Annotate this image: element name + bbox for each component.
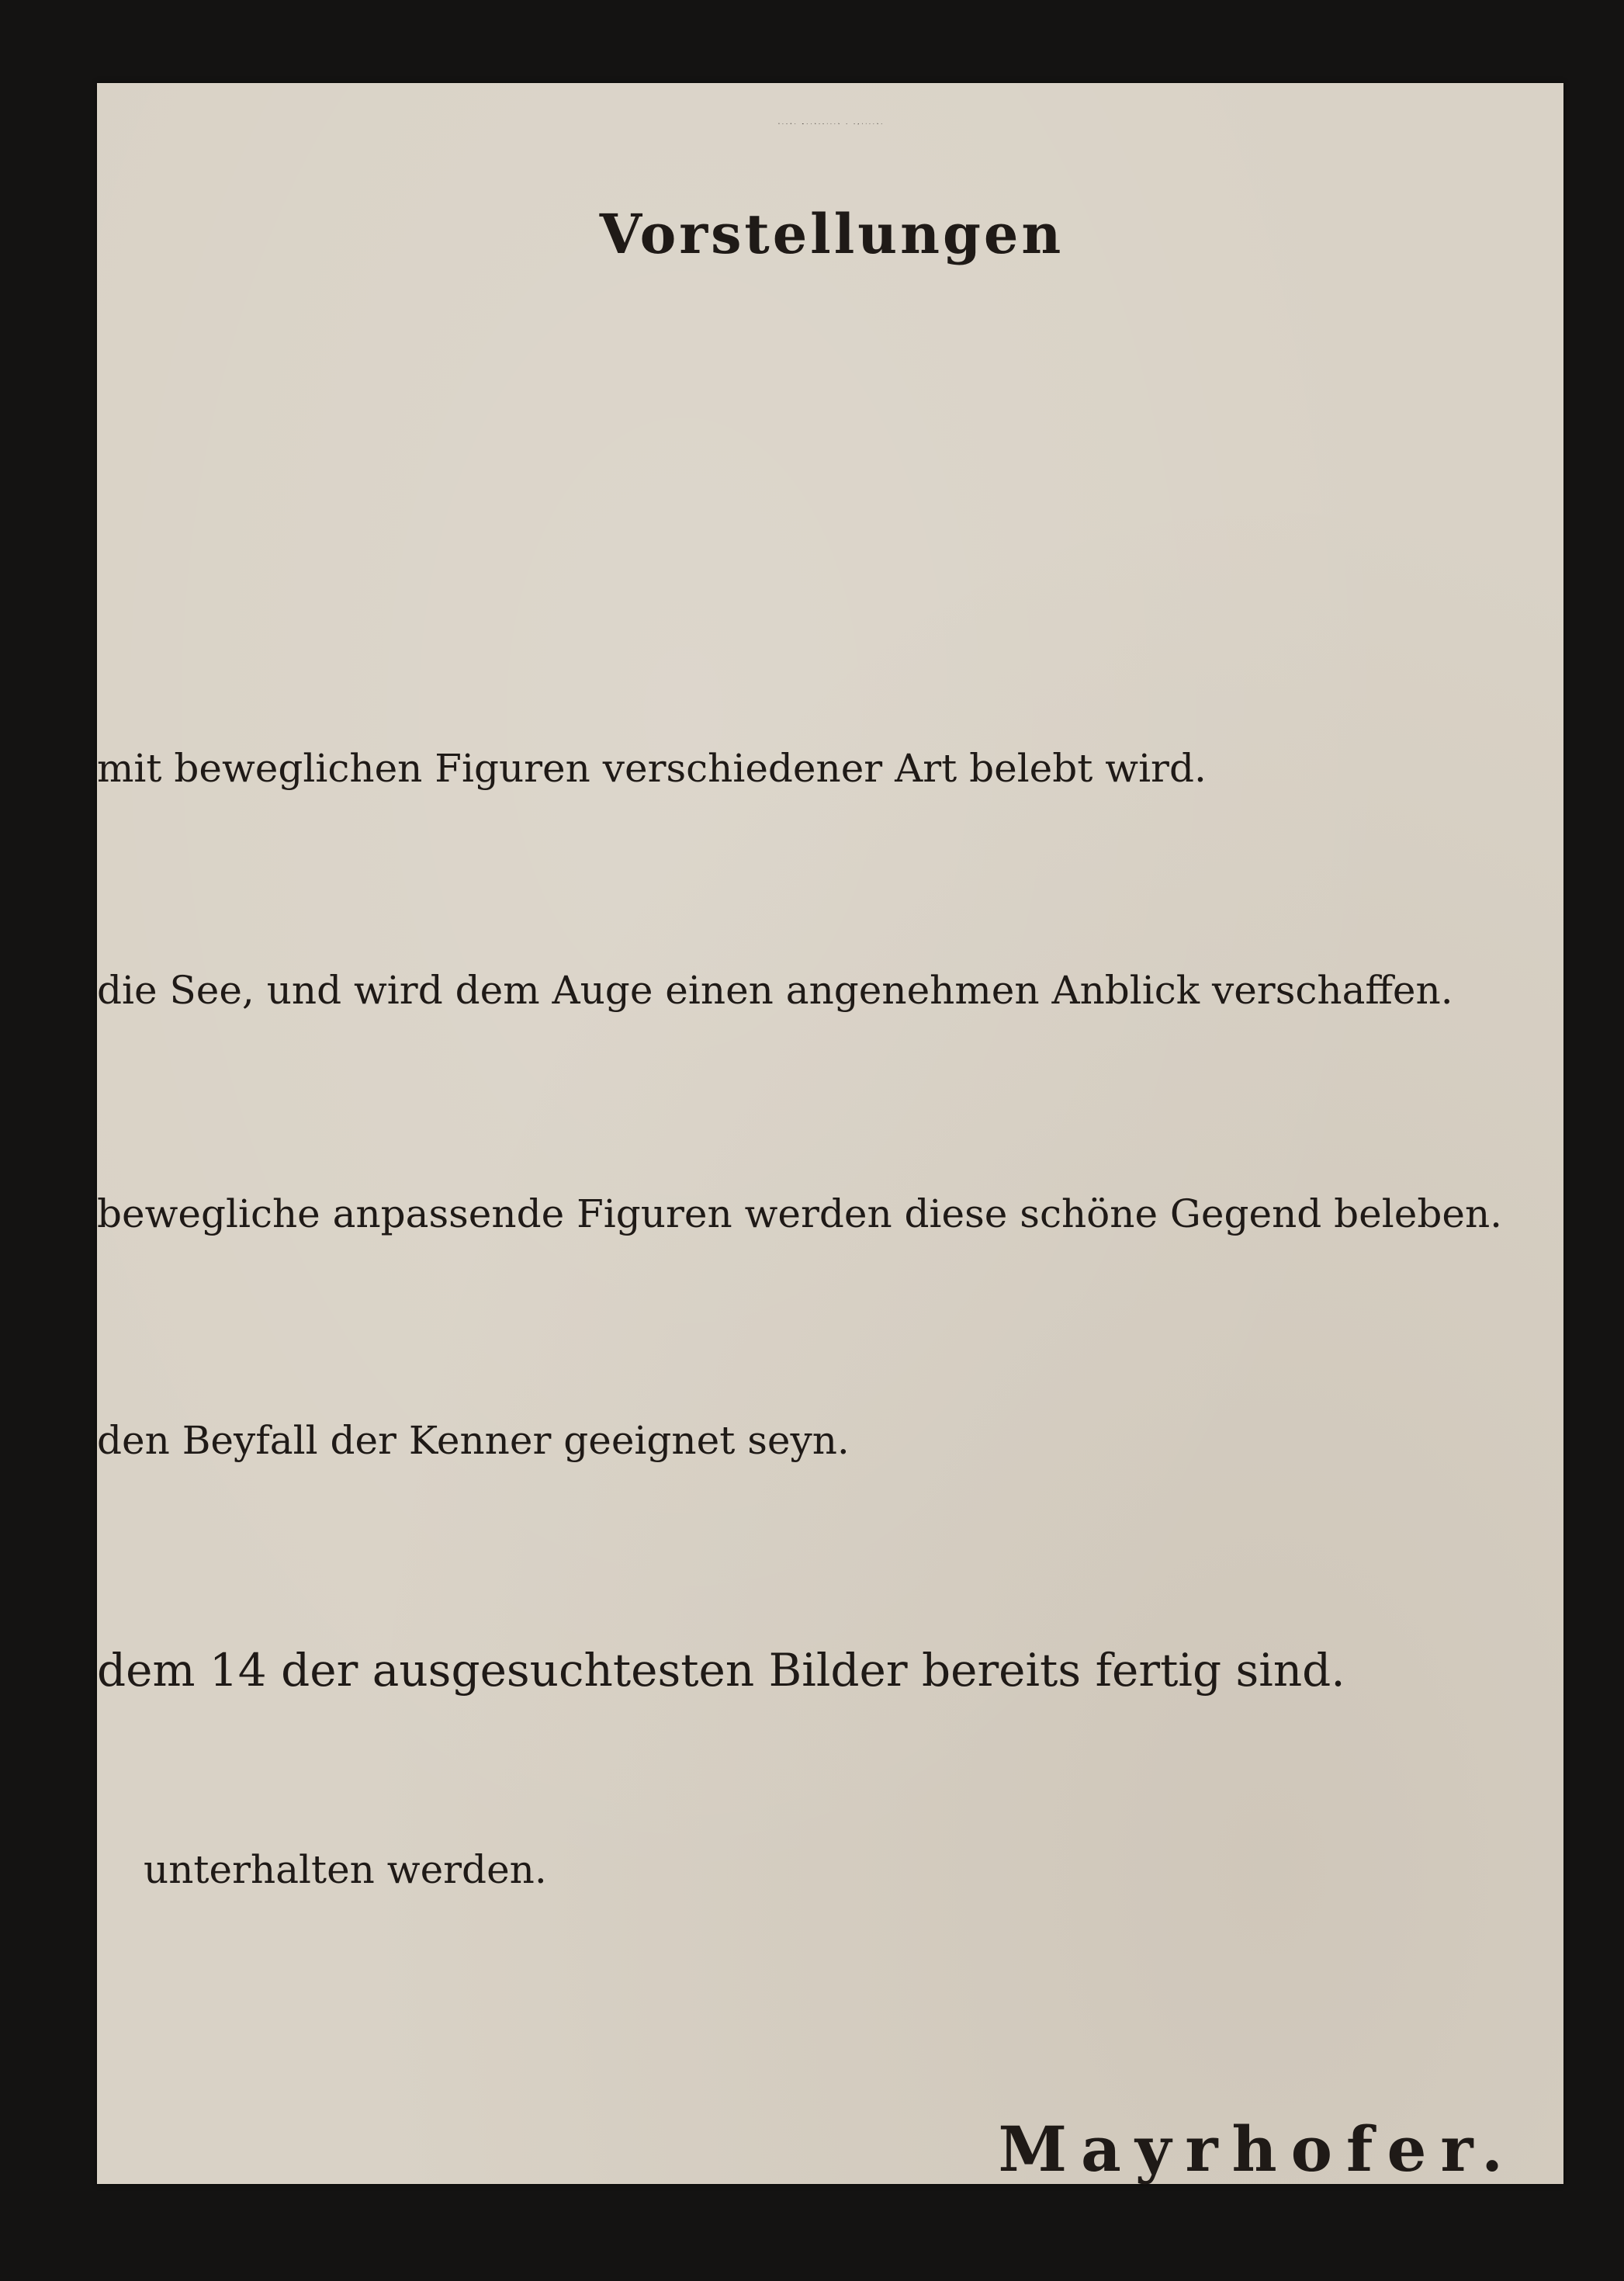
bild4-line-3: den Beyfall der Kenner geeignet seyn. <box>97 1418 850 1463</box>
title-main: Vorstellungen <box>599 202 1065 266</box>
bild2-line-3: die See, und wird dem Auge einen angenehmen Anblick verschaffen. <box>97 968 1453 1013</box>
nb-line-4: dem 14 der ausgesuchtesten Bilder bereits fertig sind. <box>97 1644 1345 1697</box>
title-line-1: Große mechanisch = optische <box>777 123 885 125</box>
handbill-sheet <box>97 83 1563 2184</box>
bild1-line-3: mit beweglichen Figuren verschiedener Art belebt wird. <box>97 746 1207 791</box>
bild3-line-3: bewegliche anpassende Figuren werden diese schöne Gegend beleben. <box>97 1191 1503 1236</box>
anfang-line-4: unterhalten werden. <box>144 1847 547 1892</box>
signature: Mayrhofer. <box>998 2113 1517 2186</box>
